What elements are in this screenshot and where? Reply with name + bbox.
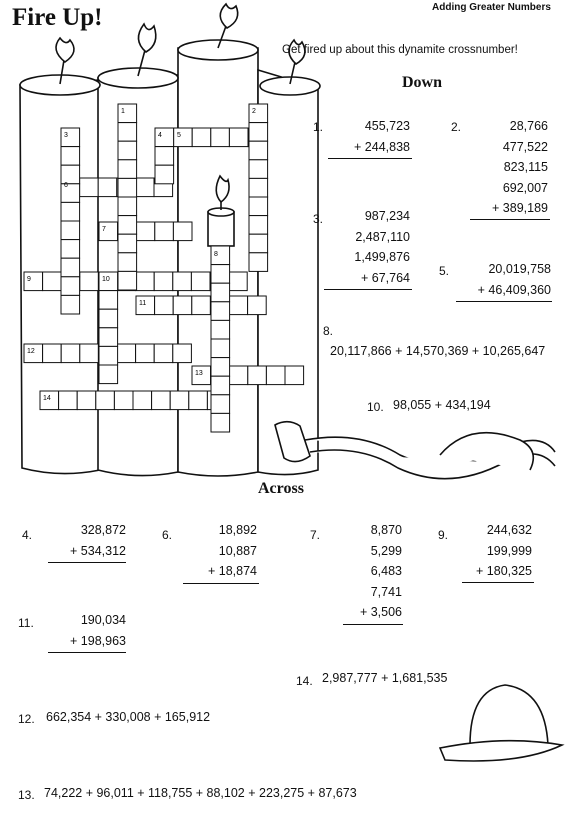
grid-cell[interactable] (99, 309, 118, 328)
grid-cell[interactable] (99, 365, 118, 384)
grid-cell[interactable] (211, 358, 230, 377)
down-3-number: 3. (313, 212, 324, 226)
grid-cell[interactable] (211, 128, 230, 147)
sum-line (470, 219, 550, 220)
across-11-addends (16, 610, 126, 651)
down-5-number: 5. (439, 264, 450, 278)
addend: 6,483 (370, 564, 402, 578)
grid-clue-number: 11 (139, 300, 147, 307)
down-10-expression: 98,055 + 434,194 (393, 398, 491, 412)
across-9-addends (422, 520, 532, 582)
grid-cell[interactable] (249, 178, 268, 197)
grid-cell[interactable] (173, 272, 192, 291)
addend: 5,299 (370, 543, 402, 558)
sum-line (343, 624, 403, 625)
grid-cell[interactable] (99, 328, 118, 347)
addend: + 389,189 (492, 201, 548, 215)
addend: 2,487,110 (355, 229, 410, 244)
across-7-number: 7. (310, 528, 321, 542)
addend: + 198,963 (70, 633, 126, 648)
grid-cell[interactable] (77, 391, 96, 410)
grid-cell[interactable] (189, 391, 208, 410)
addend: 199,999 (486, 543, 532, 558)
across-13-expression: 74,222 + 96,011 + 118,755 + 88,102 + 223,275 + 87,673 (44, 786, 357, 800)
grid-cell[interactable] (114, 391, 133, 410)
grid-cell[interactable] (249, 141, 268, 160)
addend: 8,870 (370, 523, 402, 537)
grid-cell[interactable] (61, 165, 80, 184)
grid-cell[interactable] (133, 391, 152, 410)
grid-cell[interactable] (118, 141, 137, 160)
grid-clue-number: 2 (252, 108, 256, 115)
grid-cell[interactable] (59, 391, 78, 410)
grid-cell[interactable] (99, 346, 118, 365)
grid-cell[interactable] (155, 147, 174, 166)
addend: 455,723 (364, 119, 410, 133)
grid-cell[interactable] (211, 320, 230, 339)
addend: 1,499,876 (354, 250, 410, 264)
sum-line (48, 652, 126, 653)
grid-cell[interactable] (136, 222, 155, 241)
addend: 328,872 (80, 523, 126, 537)
grid-cell[interactable] (211, 265, 230, 284)
grid-cell[interactable] (229, 128, 248, 147)
grid-cell[interactable] (117, 344, 136, 363)
grid-cell[interactable] (229, 366, 248, 385)
grid-cell[interactable] (266, 366, 285, 385)
down-heading: Down (402, 74, 443, 91)
grid-cell[interactable] (229, 272, 248, 291)
down-1-number: 1. (313, 120, 324, 134)
across-4-number: 4. (22, 528, 33, 542)
grid-cell[interactable] (229, 296, 248, 315)
addend: 20,019,758 (488, 262, 551, 276)
across-11-number: 11. (18, 616, 34, 630)
grid-cell[interactable] (61, 277, 80, 296)
addend: + 534,312 (70, 543, 126, 558)
across-6-number: 6. (162, 528, 173, 542)
addend: 987,234 (364, 209, 410, 223)
grid-cell[interactable] (192, 296, 211, 315)
addend: 18,892 (218, 523, 257, 537)
grid-cell[interactable] (61, 295, 80, 314)
grid-clue-number: 10 (102, 276, 110, 283)
grid-cell[interactable] (98, 178, 117, 197)
sum-line (324, 289, 412, 290)
grid-cell[interactable] (248, 296, 267, 315)
addend: 692,007 (502, 180, 548, 195)
grid-cell[interactable] (61, 240, 80, 259)
addend: 823,115 (503, 160, 548, 174)
grid-cell[interactable] (80, 178, 99, 197)
addend: + 180,325 (476, 564, 532, 578)
grid-cell[interactable] (99, 291, 118, 310)
down-3-addends (300, 206, 410, 288)
addend: 7,741 (370, 584, 402, 599)
grid-clue-number: 3 (64, 132, 68, 139)
grid-cell[interactable] (80, 344, 99, 363)
page-title: Fire Up! (12, 4, 103, 31)
across-9-number: 9. (438, 528, 449, 542)
across-14-expression: 2,987,777 + 1,681,535 (322, 671, 448, 685)
down-2-addends (438, 116, 548, 219)
grid-cell[interactable] (285, 366, 304, 385)
grid-cell[interactable] (61, 344, 80, 363)
addend: + 244,838 (354, 139, 410, 154)
grid-cell[interactable] (173, 296, 192, 315)
grid-clue-number: 7 (102, 226, 106, 233)
grid-cell[interactable] (155, 296, 174, 315)
grid-cell[interactable] (170, 391, 189, 410)
addend: + 18,874 (207, 564, 257, 578)
worksheet-topic: Adding Greater Numbers (432, 2, 551, 13)
grid-clue-number: 12 (27, 348, 35, 355)
grid-cell[interactable] (61, 221, 80, 240)
grid-cell[interactable] (43, 344, 62, 363)
grid-cell[interactable] (211, 376, 230, 395)
subtitle: Get fired up about this dynamite crossnumber! (282, 44, 518, 56)
grid-cell[interactable] (211, 302, 230, 321)
across-6-addends (147, 520, 257, 582)
across-14-number: 14. (296, 674, 313, 688)
down-8-number: 8. (323, 324, 334, 338)
grid-cell[interactable] (155, 165, 174, 184)
down-5-addends (441, 259, 551, 300)
sum-line (456, 301, 552, 302)
addend: 190,034 (80, 613, 126, 627)
grid-cell[interactable] (118, 123, 137, 142)
grid-cell[interactable] (249, 253, 268, 272)
grid-clue-number: 1 (121, 108, 125, 115)
addend: 10,887 (218, 543, 257, 558)
grid-cell[interactable] (154, 272, 173, 291)
down-8-expression: 20,117,866 + 14,570,369 + 10,265,647 (330, 344, 546, 358)
grid-cell[interactable] (248, 366, 267, 385)
grid-cell[interactable] (192, 128, 211, 147)
addend: + 3,506 (359, 605, 402, 619)
grid-cell[interactable] (118, 197, 137, 216)
down-1-addends (300, 116, 410, 157)
down-2-number: 2. (451, 120, 462, 134)
grid-cell[interactable] (249, 160, 268, 179)
grid-clue-number: 13 (195, 370, 203, 377)
grid-cell[interactable] (211, 283, 230, 302)
grid-clue-number: 6 (64, 182, 68, 189)
grid-cell[interactable] (154, 344, 173, 363)
grid-cell[interactable] (118, 160, 137, 179)
sum-line (328, 158, 412, 159)
sum-line (48, 562, 126, 563)
grid-cell[interactable] (61, 258, 80, 277)
across-12-number: 12. (18, 712, 35, 726)
grid-clue-number: 9 (27, 276, 31, 283)
grid-cell[interactable] (118, 178, 137, 197)
grid-cell[interactable] (136, 272, 155, 291)
grid-cell[interactable] (211, 339, 230, 358)
grid-cell[interactable] (135, 178, 154, 197)
grid-cell[interactable] (191, 272, 210, 291)
addend: + 67,764 (360, 270, 410, 285)
across-7-addends (292, 520, 402, 623)
sum-line (462, 582, 534, 583)
addend: + 46,409,360 (477, 282, 551, 297)
down-10-number: 10. (367, 400, 384, 414)
grid-clue-number: 8 (214, 251, 218, 258)
grid-cell[interactable] (118, 253, 137, 272)
grid-cell[interactable] (118, 234, 137, 253)
grid-cell[interactable] (211, 395, 230, 414)
grid-cell[interactable] (249, 234, 268, 253)
grid-cell[interactable] (211, 413, 230, 432)
across-12-expression: 662,354 + 330,008 + 165,912 (46, 710, 211, 724)
grid-cell[interactable] (155, 222, 174, 241)
grid-cell[interactable] (249, 216, 268, 235)
across-heading: Across (258, 480, 304, 497)
grid-cell[interactable] (249, 197, 268, 216)
grid-cell[interactable] (173, 222, 192, 241)
grid-cell[interactable] (61, 147, 80, 166)
grid-clue-number: 14 (43, 395, 51, 402)
grid-cell[interactable] (152, 391, 171, 410)
across-13-number: 13. (18, 788, 35, 802)
grid-clue-number: 4 (158, 132, 162, 139)
addend: 28,766 (509, 119, 548, 133)
grid-cell[interactable] (43, 272, 62, 291)
grid-cell[interactable] (61, 202, 80, 221)
grid-cell[interactable] (118, 271, 137, 290)
grid-cell[interactable] (96, 391, 115, 410)
across-4-addends (16, 520, 126, 561)
grid-cell[interactable] (80, 272, 99, 291)
grid-cell[interactable] (249, 123, 268, 142)
grid-cell[interactable] (118, 216, 137, 235)
addend: 477,522 (502, 139, 548, 154)
addend: 244,632 (486, 523, 532, 537)
grid-cell[interactable] (173, 344, 192, 363)
grid-clue-number: 5 (177, 132, 181, 139)
sum-line (183, 583, 259, 584)
grid-cell[interactable] (136, 344, 155, 363)
